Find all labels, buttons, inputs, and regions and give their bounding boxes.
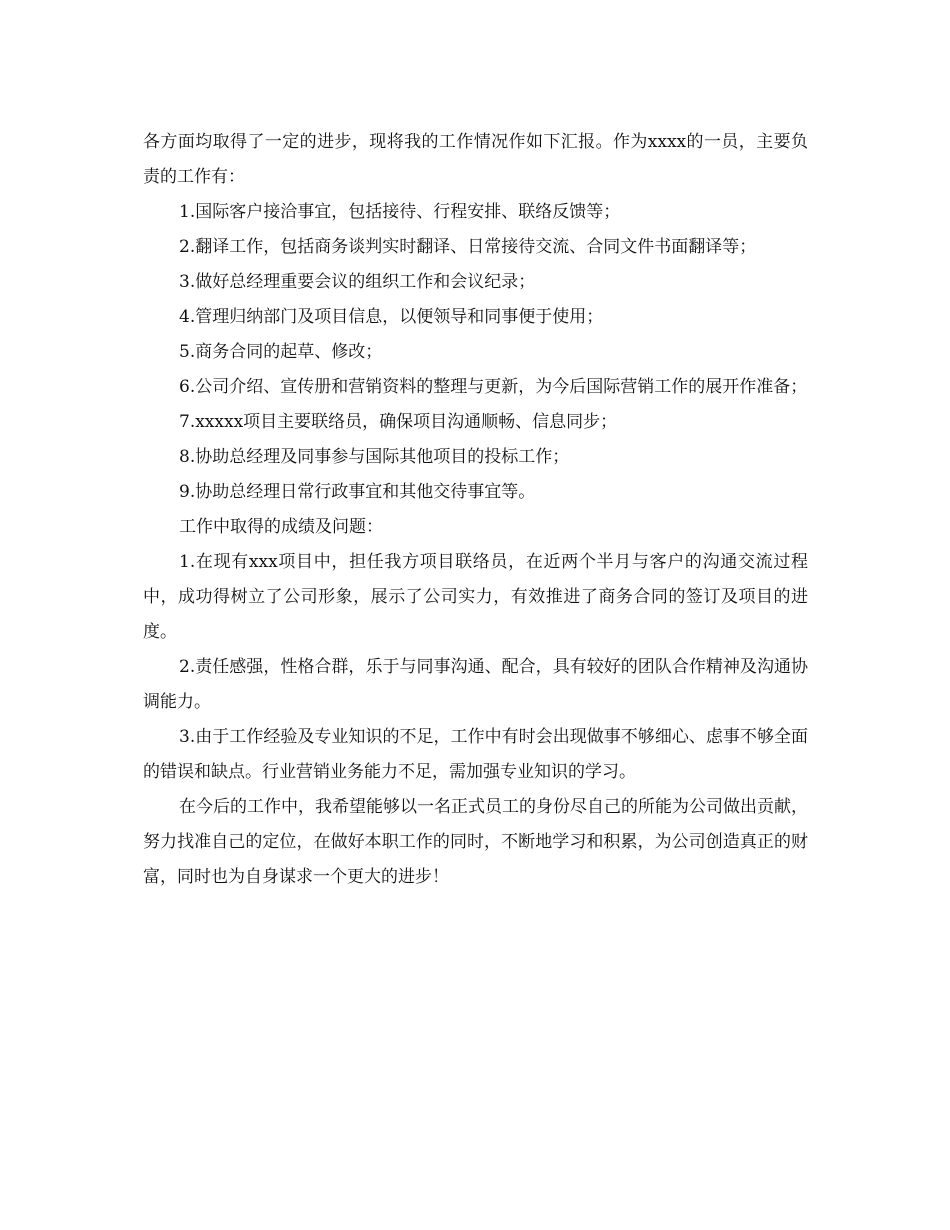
- duty-item-9: 9.协助总经理日常行政事宜和其他交待事宜等。: [179, 482, 536, 502]
- duty-item-7: 7.xxxxx项目主要联络员，确保项目沟通顺畅、信息同步；: [179, 412, 618, 432]
- duty-item-2: 2.翻译工作，包括商务谈判实时翻译、日常接待交流、合同文件书面翻译等；: [179, 237, 757, 257]
- achievement-item-1: 1.在现有xxx项目中，担任我方项目联络员，在近两个半月与客户的沟通交流过程中，成功得树立了公司形象，展示了公司实力，有效推进了商务合同的签订及项目的进度。: [143, 552, 808, 642]
- achievement-item-2: 2.责任感强，性格合群，乐于与同事沟通、配合，具有较好的团队合作精神及沟通协调能力。: [143, 657, 808, 712]
- duty-item-1: 1.国际客户接洽事宜，包括接待、行程安排、联络反馈等；: [179, 202, 621, 222]
- duty-item-6: 6.公司介绍、宣传册和营销资料的整理与更新，为今后国际营销工作的展开作准备；: [179, 377, 808, 397]
- paragraph-conclusion: 在今后的工作中，我希望能够以一名正式员工的身份尽自己的所能为公司做出贡献，努力找准自己的定位，在做好本职工作的同时，不断地学习和积累，为公司创造真正的财富，同时也为自身谋求一个更大的进步！: [143, 797, 808, 887]
- duty-item-4: 4.管理归纳部门及项目信息，以便领导和同事便于使用；: [179, 307, 604, 327]
- document-body: [143, 125, 808, 895]
- section-heading-achievements: 工作中取得的成绩及问题：: [179, 517, 383, 537]
- achievement-item-3: 3.由于工作经验及专业知识的不足，工作中有时会出现做事不够细心、虑事不够全面的错误和缺点。行业营销业务能力不足，需加强专业知识的学习。: [143, 727, 808, 782]
- paragraph-intro: 各方面均取得了一定的进步，现将我的工作情况作如下汇报。作为xxxx的一员，主要负责的工作有：: [143, 132, 808, 187]
- duty-item-5: 5.商务合同的起草、修改；: [179, 342, 383, 362]
- duty-item-8: 8.协助总经理及同事参与国际其他项目的投标工作；: [179, 447, 570, 467]
- duty-item-3: 3.做好总经理重要会议的组织工作和会议纪录；: [179, 272, 536, 292]
